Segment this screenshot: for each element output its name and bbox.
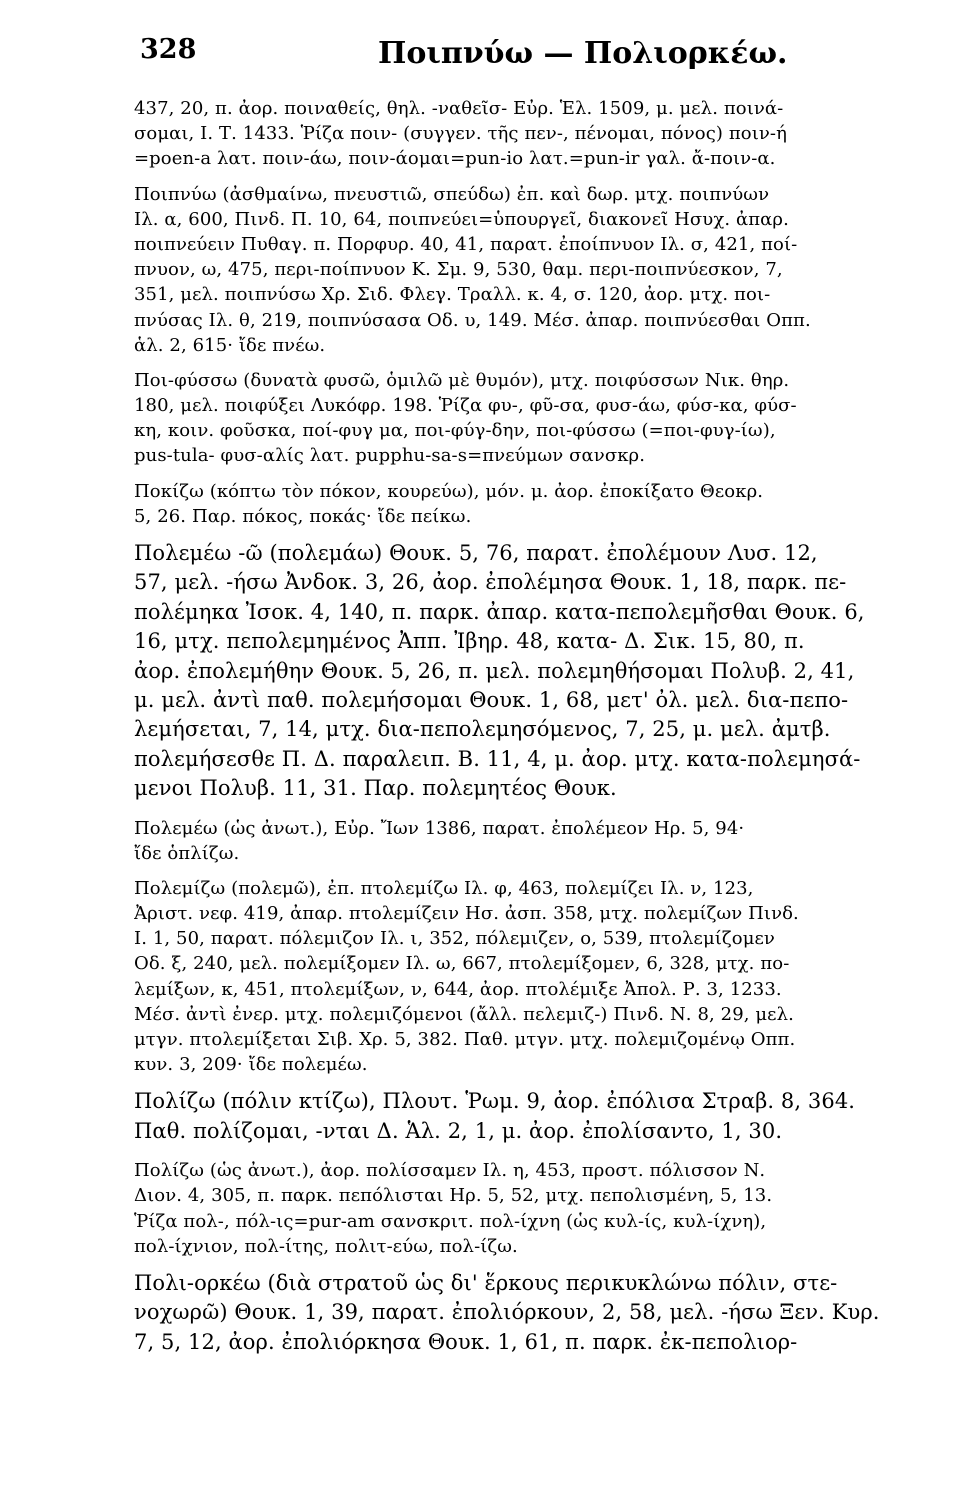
page-header — [140, 34, 920, 84]
entry-line: λεμήσεται, 7, 14, μτχ. δια-πεπολεμησόμενος, 7, 25, μ. μελ. ἀμτβ. — [134, 717, 831, 742]
dictionary-entry — [134, 539, 924, 804]
entry-line: Παθ. πολίζομαι, -νται Δ. Ἁλ. 2, 1, μ. ἀορ. ἐπολίσαντο, 1, 30. — [134, 1118, 783, 1143]
entry-line: ἴδε ὁπλίζω. — [134, 842, 240, 864]
entry-line: pus-tula- φυσ-αλίς λατ. pupphu-sa-s=πνεύμων σανσκρ. — [134, 445, 646, 467]
entry-line: Πολεμέω (ὡς ἀνωτ.), Εὐρ. Ἴων 1386, παρατ. ἐπολέμεον Ηρ. 5, 94· — [134, 817, 745, 839]
page-number: 328 — [140, 34, 197, 65]
entry-line: σομαι, Ι. Τ. 1433. Ῥίζα ποιν- (συγγεν. τῆς πεν-, πένομαι, πόνος) ποιν-ή — [134, 123, 787, 145]
entry-line: 351, μελ. ποιπνύσω Χρ. Σιδ. Φλεγ. Τραλλ. κ. 4, σ. 120, ἀορ. μτχ. ποι- — [134, 284, 771, 306]
dictionary-entry — [134, 182, 924, 358]
entry-line: πολεμήσεσθε Π. Δ. παραλειπ. Β. 11, 4, μ. ἀορ. μτχ. κατα-πολεμησά- — [134, 746, 861, 771]
entry-line: Ποκίζω (κόπτω τὸν πόκον, κουρεύω), μόν. μ. ἀορ. ἐποκίξατο Θεοκρ. — [134, 480, 764, 502]
dictionary-entry — [134, 1087, 924, 1146]
entry-line: πνυον, ω, 475, περι-ποίπνυον Κ. Σμ. 9, 530, θαμ. περι-ποιπνύεσκον, 7, — [134, 259, 783, 281]
entry-line: Πολι-ορκέω (διὰ στρατοῦ ὡς δι' ἕρκους περικυκλώνω πόλιν, στε- — [134, 1270, 838, 1295]
entry-line: Οδ. ξ, 240, μελ. πολεμίξομεν Ιλ. ω, 667, πτολεμίξομεν, 6, 328, μτχ. πο- — [134, 953, 790, 975]
entry-line: 7, 5, 12, ἀορ. ἐπολιόρκησα Θουκ. 1, 61, π. παρκ. ἐκ-πεπολιορ- — [134, 1329, 798, 1354]
entry-line: μενοι Πολυβ. 11, 31. Παρ. πολεμητέος Θουκ. — [134, 776, 617, 801]
entry-line: Ποι-φύσσω (δυνατὰ φυσῶ, ὁμιλῶ μὲ θυμόν), μτχ. ποιφύσσων Νικ. θηρ. — [134, 369, 790, 391]
entry-line: Διον. 4, 305, π. παρκ. πεπόλισται Ηρ. 5, 52, μτχ. πεπολισμένη, 5, 13. — [134, 1185, 773, 1207]
dictionary-entry — [134, 96, 924, 172]
entry-line: ἁλ. 2, 615· ἴδε πνέω. — [134, 334, 326, 356]
entry-line: 16, μτχ. πεπολεμημένος Ἀππ. Ἰβηρ. 48, κατα- Δ. Σικ. 15, 80, π. — [134, 629, 805, 654]
entry-line: Ποιπνύω (ἀσθμαίνω, πνευστιῶ, σπεύδω) ἐπ. καὶ δωρ. μτχ. ποιπνύων — [134, 183, 770, 205]
entry-line: 180, μελ. ποιφύξει Λυκόφρ. 198. Ῥίζα φυ-, φῦ-σα, φυσ-άω, φύσ-κα, φύσ- — [134, 395, 797, 417]
entry-line: 5, 26. Παρ. πόκος, ποκάς· ἴδε πείκω. — [134, 505, 472, 527]
dictionary-entry — [134, 1158, 924, 1259]
entry-line: 57, μελ. -ήσω Ἀνδοκ. 3, 26, ἀορ. ἐπολέμησα Θουκ. 1, 18, παρκ. πε- — [134, 570, 847, 595]
running-head: Ποιπνύω — Πολιορκέω. — [378, 36, 788, 71]
entry-line: Πολίζω (ὡς ἀνωτ.), ἀορ. πολίσσαμεν Ιλ. η, 453, προστ. πόλισσον Ν. — [134, 1160, 766, 1182]
dictionary-entry — [134, 479, 924, 529]
dictionary-entry — [134, 876, 924, 1078]
entry-line: 437, 20, π. ἀορ. ποιναθείς, θηλ. -ναθεῖσ- Εὐρ. Ἑλ. 1509, μ. μελ. ποινά- — [134, 98, 784, 119]
entry-line: Πολεμέω -ῶ (πολεμάω) Θουκ. 5, 76, παρατ. ἐπολέμουν Λυσ. 12, — [134, 541, 818, 565]
entry-line: κη, κοιν. φοῦσκα, ποί-φυγ μα, ποι-φύγ-δην, ποι-φύσσω (=ποι-φυγ-ίω), — [134, 420, 776, 442]
entry-line: Πολεμίζω (πολεμῶ), ἐπ. πτολεμίζω Ιλ. φ, 463, πολεμίζει Ιλ. ν, 123, — [134, 877, 754, 899]
entry-line: κυν. 3, 209· ἴδε πολεμέω. — [134, 1054, 368, 1076]
dictionary-entry — [134, 1269, 924, 1357]
entry-line: ἀορ. ἐπολεμήθην Θουκ. 5, 26, π. μελ. πολεμηθήσομαι Πολυβ. 2, 41, — [134, 658, 855, 683]
dictionary-entry — [134, 816, 924, 866]
entry-line: μτγν. πτολεμίξεται Σιβ. Χρ. 5, 382. Παθ. μτγν. μτχ. πολεμιζομένῳ Οππ. — [134, 1029, 796, 1051]
entry-line: =poen-a λατ. ποιν-άω, ποιν-άομαι=pun-io λατ.=pun-ir γαλ. ἄ-ποιν-α. — [134, 148, 776, 170]
entry-line: λεμίξων, κ, 451, πτολεμίξων, ν, 644, ἀορ. πτολέμιξε Ἀπολ. Ρ. 3, 1233. — [134, 978, 782, 1000]
entry-line: πολέμηκα Ἰσοκ. 4, 140, π. παρκ. ἀπαρ. κατα-πεπολεμῆσθαι Θουκ. 6, — [134, 599, 865, 624]
entry-line: Ι. 1, 50, παρατ. πόλεμιζον Ιλ. ι, 352, πόλεμιζεν, ο, 539, πτολεμίζομεν — [134, 928, 775, 950]
entry-line: Ἀριστ. νεφ. 419, ἀπαρ. πτολεμίζειν Ησ. ἀσπ. 358, μτχ. πολεμίζων Πινδ. — [134, 903, 799, 925]
entry-line: Ιλ. α, 600, Πινδ. Π. 10, 64, ποιπνεύει=ὑπουργεῖ, διακονεῖ Ησυχ. ἀπαρ. — [134, 208, 789, 230]
entry-line: ποιπνεύειν Πυθαγ. π. Πορφυρ. 40, 41, παρατ. ἐποίπνυον Ιλ. σ, 421, ποί- — [134, 233, 798, 255]
entry-line: νοχωρῶ) Θουκ. 1, 39, παρατ. ἐπολιόρκουν, 2, 58, μελ. -ήσω Ξεν. Κυρ. — [134, 1300, 880, 1325]
entry-line: πνύσας Ιλ. θ, 219, ποιπνύσασα Οδ. υ, 149. Μέσ. ἀπαρ. ποιπνύεσθαι Οππ. — [134, 309, 811, 331]
entry-line: Μέσ. ἀντὶ ἐνερ. μτχ. πολεμιζόμενοι (ἄλλ. πελεμιζ-) Πινδ. Ν. 8, 29, μελ. — [134, 1003, 794, 1025]
entry-line: Πολίζω (πόλιν κτίζω), Πλουτ. Ῥωμ. 9, ἀορ. ἐπόλισα Στραβ. 8, 364. — [134, 1089, 856, 1114]
entry-line: μ. μελ. ἀντὶ παθ. πολεμήσομαι Θουκ. 1, 68, μετ' ὀλ. μελ. δια-πεπο- — [134, 687, 849, 712]
entry-line: πολ-ίχνιον, πολ-ίτης, πολιτ-εύω, πολ-ίζω. — [134, 1235, 518, 1257]
page-body — [134, 96, 924, 1369]
entry-line: Ῥίζα πολ-, πόλ-ις=pur-am σανσκριτ. πολ-ίχνη (ὡς κυλ-ίς, κυλ-ίχνη), — [134, 1210, 767, 1232]
dictionary-entry — [134, 368, 924, 469]
